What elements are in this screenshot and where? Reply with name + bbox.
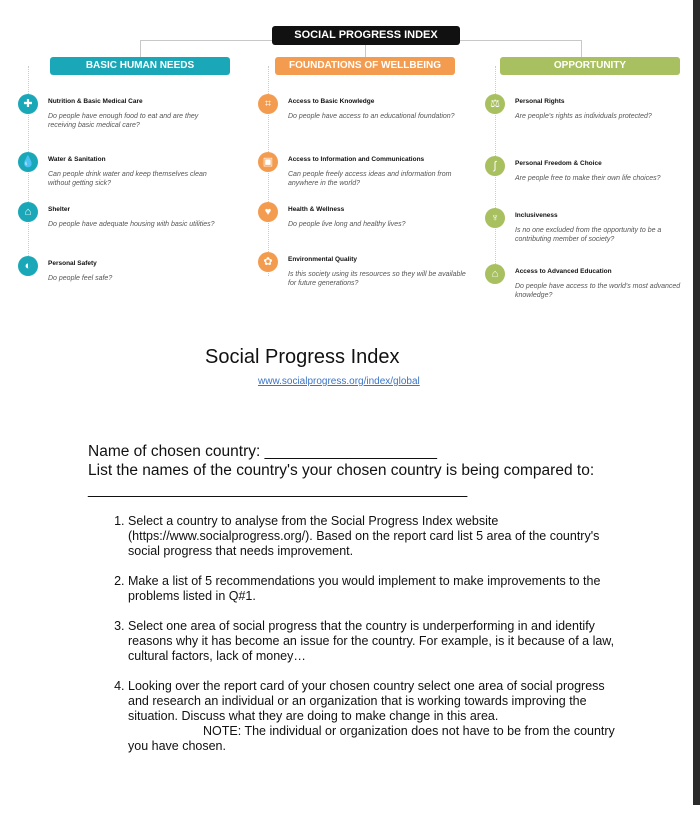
question-list — [108, 514, 618, 769]
scales-icon: ⚖ — [485, 94, 505, 114]
plant-icon: ✿ — [258, 252, 278, 272]
question-item — [128, 619, 618, 664]
category-header: OPPORTUNITY — [500, 57, 680, 75]
component-title: Personal Rights — [515, 98, 565, 105]
question-text: Make a list of 5 recommendations you would implement to make improvements to the problems listed in Q#1. — [128, 574, 601, 603]
component-question: Do people live long and healthy lives? — [288, 221, 406, 228]
book-icon: ⌗ — [258, 94, 278, 114]
page-heading: Social Progress Index — [205, 346, 400, 368]
people-icon: ♆ — [485, 208, 505, 228]
plus-icon: ✚ — [18, 94, 38, 114]
component-question: Do people have enough food to eat and are they receiving basic medical care? — [48, 113, 199, 129]
component-title: Inclusiveness — [515, 212, 558, 219]
component-title: Personal Safety — [48, 260, 97, 267]
component-title: Environmental Quality — [288, 256, 357, 263]
component-title: Health & Wellness — [288, 206, 345, 213]
component-question: Can people freely access ideas and information from anywhere in the world? — [288, 171, 452, 187]
category-header: BASIC HUMAN NEEDS — [50, 57, 230, 75]
component-title: Personal Freedom & Choice — [515, 160, 602, 167]
house-icon: ⌂ — [18, 202, 38, 222]
note-text: NOTE: The individual or organization does not have to be from the country you have chosen. — [128, 724, 615, 753]
country-prompts — [88, 442, 608, 499]
category-header: FOUNDATIONS OF WELLBEING — [275, 57, 455, 75]
component-question: Do people have access to an educational foundation? — [288, 113, 455, 120]
question-text: Select a country to analyse from the Social Progress Index website (https://www.socialprogress.org/). Based on the report card list 5 area of the country's social progress that needs improvement. — [128, 514, 600, 558]
component-title: Access to Basic Knowledge — [288, 98, 375, 105]
question-text: Select one area of social progress that the country is underperforming in and identify reasons why it has become an issue for the country. For example, is it because of a law, cultural factors, lack of money… — [128, 619, 615, 663]
compared-countries-field[interactable]: List the names of the country's your chosen country is being compared to: ____________________________________________ — [88, 462, 595, 498]
component-question: Are people's rights as individuals protected? — [515, 113, 652, 120]
question-text: Looking over the report card of your chosen country select one area of social progress and research an individual or an organization that is working towards improving the situation. Discuss what they are doing to make change in this area. — [128, 679, 605, 723]
component-title: Access to Information and Communications — [288, 156, 425, 163]
component-question: Is this society using its resources so they will be available for future generations? — [288, 271, 466, 287]
website-link[interactable]: www.socialprogress.org/index/global — [258, 376, 420, 387]
component-question: Do people have access to the world's most advanced knowledge? — [515, 283, 681, 299]
shield-icon: ◐ — [18, 256, 38, 276]
component-question: Do people feel safe? — [48, 275, 113, 282]
component-title: Access to Advanced Education — [515, 268, 612, 275]
computer-icon: ▣ — [258, 152, 278, 172]
water-drop-icon: 💧 — [18, 152, 38, 172]
freedom-icon: ∫ — [485, 156, 505, 176]
component-question: Is no one excluded from the opportunity to be a contributing member of society? — [515, 227, 662, 243]
component-question: Can people drink water and keep themselves clean without getting sick? — [48, 171, 207, 187]
question-item — [128, 514, 618, 559]
component-title: Water & Sanitation — [48, 156, 106, 163]
component-title: Nutrition & Basic Medical Care — [48, 98, 143, 105]
country-name-field[interactable]: Name of chosen country: ____________________ — [88, 443, 438, 460]
question-item — [128, 679, 618, 754]
diagram-connector — [365, 45, 366, 57]
question-item — [128, 574, 618, 604]
diagram-title: SOCIAL PROGRESS INDEX — [272, 26, 460, 45]
heart-icon: ♥ — [258, 202, 278, 222]
component-question: Are people free to make their own life choices? — [515, 175, 661, 182]
graduation-cap-icon: ⌂ — [485, 264, 505, 284]
component-title: Shelter — [48, 206, 71, 213]
component-question: Do people have adequate housing with basic utilities? — [48, 221, 215, 228]
